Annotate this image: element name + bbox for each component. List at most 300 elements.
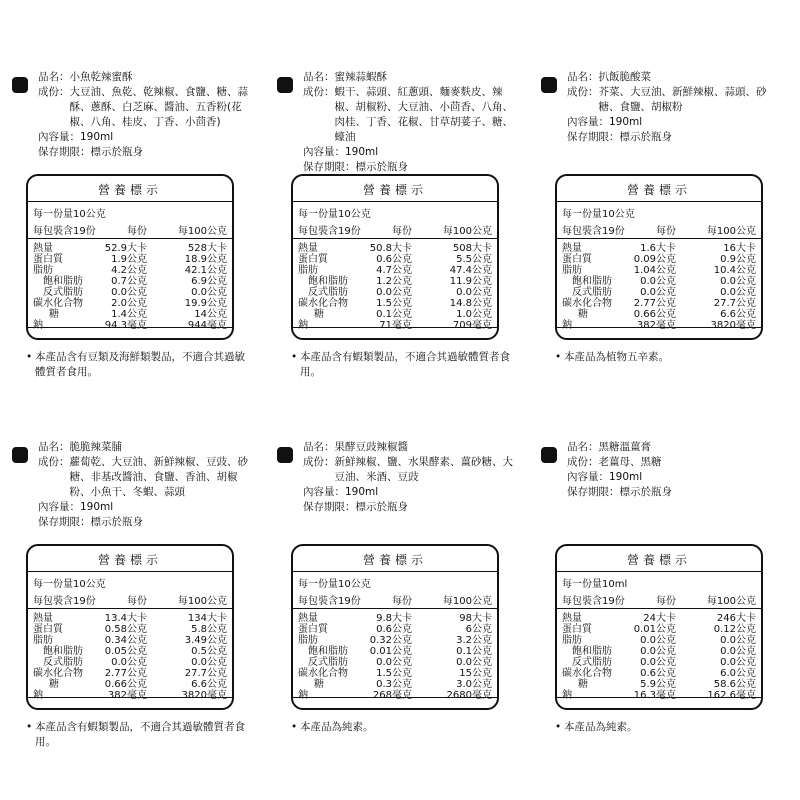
nutrient-name: 糖 (578, 679, 588, 690)
per-serving-value: 0.0公克 (640, 276, 676, 287)
nutrition-row (33, 265, 227, 276)
nutrient-name: 鈉 (33, 690, 43, 701)
per-100-value: 14.8公克 (449, 298, 492, 309)
nutrient-name: 反式脂肪 (308, 287, 348, 298)
shelf-life-value: 標示於瓶身 (619, 486, 672, 498)
divider (28, 608, 232, 609)
per-serving-value: 0.6公克 (376, 254, 412, 265)
nutrition-row (298, 265, 492, 276)
nutrition-row (33, 287, 227, 298)
nutrition-row (562, 668, 756, 679)
nutrient-name: 碳水化合物 (298, 668, 348, 679)
nutrient-name: 熱量 (562, 613, 582, 624)
product-info (38, 440, 258, 530)
nutrient-name: 熱量 (33, 613, 53, 624)
product-name-line (303, 440, 523, 455)
per-serving-value: 0.0公克 (640, 635, 676, 646)
nutrition-row (33, 690, 227, 701)
shelf-life-label: 保存期限： (567, 486, 620, 498)
nutrition-row (33, 276, 227, 287)
nutrition-row (562, 613, 756, 624)
ingredients-label: 成份： (303, 456, 335, 468)
nutrition-header (562, 222, 756, 236)
nutrient-name: 反式脂肪 (43, 287, 83, 298)
nutrition-header (298, 222, 492, 236)
nutrient-name: 飽和脂肪 (43, 646, 83, 657)
per-100-value: 47.4公克 (449, 265, 492, 276)
nutrition-row (298, 243, 492, 254)
volume-line (303, 485, 523, 500)
serving-size: 每一份量10ml (562, 579, 628, 590)
nutrient-name: 熱量 (298, 613, 318, 624)
nutrition-panel (291, 174, 499, 340)
per-100-value: 1.0公克 (456, 309, 492, 320)
ingredients-line (303, 455, 523, 485)
nutrient-name: 脂肪 (33, 265, 53, 276)
name-label: 品名： (38, 441, 70, 453)
product-note (555, 350, 777, 365)
name-label: 品名： (567, 441, 599, 453)
name-label: 品名： (303, 441, 335, 453)
ingredients-line (567, 455, 787, 470)
nutrition-row (298, 679, 492, 690)
per-100-value: 162.6毫克 (707, 690, 756, 701)
nutrition-row (562, 690, 756, 701)
per-100-value: 15公克 (459, 668, 492, 679)
product-name: 扒飯脆酸菜 (598, 71, 651, 83)
nutrition-row (33, 320, 227, 331)
note-text: 本產品含有蝦類製品，不適合其過敏體質者食用。 (300, 351, 510, 378)
per-100-value: 0.9公克 (720, 254, 756, 265)
ingredients-line (303, 85, 523, 145)
ingredients-label: 成份： (38, 456, 70, 468)
product-name: 小魚乾辣蜜酥 (69, 71, 133, 83)
per-serving-value: 0.32公克 (369, 635, 412, 646)
per-100-value: 2680毫克 (446, 690, 492, 701)
nutrient-name: 反式脂肪 (572, 287, 612, 298)
nutrition-row (33, 679, 227, 690)
nutrition-row (562, 254, 756, 265)
product-note (26, 720, 248, 750)
shelf-life-value: 標示於瓶身 (355, 501, 408, 513)
per-100-value: 0.0公克 (720, 276, 756, 287)
nutrient-name: 蛋白質 (33, 254, 63, 265)
shelf-life-label: 保存期限： (303, 161, 356, 173)
per-100-value: 3820毫克 (181, 690, 227, 701)
shelf-life-value: 標示於瓶身 (355, 161, 408, 173)
nutrition-row (298, 668, 492, 679)
per-100-value: 134大卡 (187, 613, 227, 624)
nutrition-row (562, 635, 756, 646)
name-label: 品名： (567, 71, 599, 83)
per-serving-value: 5.9公克 (640, 679, 676, 690)
per-serving-value: 0.09公克 (633, 254, 676, 265)
nutrition-row (562, 679, 756, 690)
nutrition-row (298, 624, 492, 635)
note-text: 本產品含有豆類及海鮮類製品，不適合其過敏體質者食用。 (35, 351, 245, 378)
per-serving-value: 1.2公克 (376, 276, 412, 287)
nutrient-name: 糖 (49, 679, 59, 690)
per-serving-header: 每份 (127, 226, 147, 237)
nutrient-name: 飽和脂肪 (308, 276, 348, 287)
divider (293, 327, 497, 328)
ingredients-line (38, 455, 258, 500)
shelf-life-label: 保存期限： (38, 516, 91, 528)
nutrient-name: 糖 (314, 309, 324, 320)
per-serving-value: 1.5公克 (376, 668, 412, 679)
nutrient-name: 脂肪 (562, 635, 582, 646)
nutrition-title: 營養標示 (362, 183, 427, 197)
nutrient-name: 反式脂肪 (308, 657, 348, 668)
nutrient-name: 糖 (578, 309, 588, 320)
servings-per-package: 每包裝含19份 (298, 596, 361, 607)
nutrient-name: 蛋白質 (298, 254, 328, 265)
divider (28, 238, 232, 239)
per-100-value: 3.0公克 (456, 679, 492, 690)
product-info (38, 70, 258, 160)
servings-per-package: 每包裝含19份 (298, 226, 361, 237)
per-serving-value: 1.4公克 (111, 309, 147, 320)
serving-size: 每一份量10公克 (298, 209, 371, 220)
divider (293, 571, 497, 572)
note-bullet: • (555, 721, 562, 733)
product-bullet-icon (541, 447, 557, 463)
per-serving-value: 0.1公克 (376, 309, 412, 320)
shelf-life-line (38, 145, 258, 160)
volume-value: 190ml (609, 116, 643, 128)
per-100-header: 每100公克 (442, 596, 492, 607)
per-100-value: 6.6公克 (191, 679, 227, 690)
nutrition-row (33, 298, 227, 309)
note-text: 本產品為純素。 (300, 721, 374, 733)
servings-per-package: 每包裝含19份 (562, 596, 625, 607)
product-name-line (303, 70, 523, 85)
ingredients-label: 成份： (567, 86, 599, 98)
servings-per-package: 每包裝含19份 (33, 226, 96, 237)
nutrition-row (33, 646, 227, 657)
nutrition-rows (298, 243, 492, 331)
nutrient-name: 飽和脂肪 (43, 276, 83, 287)
per-serving-header: 每份 (392, 596, 412, 607)
per-serving-value: 0.66公克 (104, 679, 147, 690)
per-serving-value: 4.7公克 (376, 265, 412, 276)
per-100-value: 5.8公克 (191, 624, 227, 635)
servings-per-package: 每包裝含19份 (562, 226, 625, 237)
per-100-value: 709毫克 (452, 320, 492, 331)
per-100-header: 每100公克 (706, 596, 756, 607)
product-name: 脆脆辣菜脯 (69, 441, 122, 453)
nutrition-title: 營養標示 (626, 183, 691, 197)
per-100-value: 10.4公克 (713, 265, 756, 276)
per-serving-value: 0.0公克 (640, 657, 676, 668)
volume-line (567, 470, 787, 485)
nutrient-name: 碳水化合物 (562, 298, 612, 309)
note-text: 本產品為純素。 (564, 721, 638, 733)
per-serving-header: 每份 (656, 596, 676, 607)
divider (557, 327, 761, 328)
volume-label: 內容量： (38, 501, 80, 513)
divider (293, 201, 497, 202)
nutrition-row (298, 320, 492, 331)
per-serving-value: 0.7公克 (111, 276, 147, 287)
nutrient-name: 蛋白質 (298, 624, 328, 635)
serving-size: 每一份量10公克 (33, 579, 106, 590)
per-serving-value: 0.0公克 (111, 287, 147, 298)
volume-value: 190ml (345, 146, 379, 158)
nutrient-name: 蛋白質 (562, 624, 592, 635)
per-serving-value: 0.01公克 (369, 646, 412, 657)
nutrition-row (562, 287, 756, 298)
per-100-value: 0.0公克 (720, 635, 756, 646)
product-info (303, 70, 523, 175)
per-serving-value: 0.6公克 (640, 668, 676, 679)
nutrient-name: 碳水化合物 (562, 668, 612, 679)
nutrition-row (562, 243, 756, 254)
nutrition-header (562, 592, 756, 606)
per-serving-value: 50.8大卡 (369, 243, 412, 254)
per-100-value: 18.9公克 (184, 254, 227, 265)
per-100-value: 0.0公克 (720, 646, 756, 657)
volume-value: 190ml (80, 501, 114, 513)
note-text: 本產品為植物五辛素。 (564, 351, 669, 363)
per-100-header: 每100公克 (177, 226, 227, 237)
nutrition-row (562, 624, 756, 635)
nutrient-name: 脂肪 (298, 265, 318, 276)
per-100-value: 98大卡 (459, 613, 492, 624)
product-name-line (38, 70, 258, 85)
nutrition-row (562, 265, 756, 276)
product-name: 黑糖溫薑膏 (598, 441, 651, 453)
nutrition-row (33, 624, 227, 635)
product-note (291, 720, 513, 735)
per-100-value: 0.0公克 (456, 657, 492, 668)
nutrition-row (298, 690, 492, 701)
divider (557, 201, 761, 202)
per-serving-value: 71毫克 (379, 320, 412, 331)
per-100-value: 6.9公克 (191, 276, 227, 287)
per-serving-value: 1.9公克 (111, 254, 147, 265)
volume-line (38, 130, 258, 145)
nutrition-header (298, 592, 492, 606)
nutrition-rows (33, 243, 227, 331)
per-100-value: 6公克 (465, 624, 492, 635)
per-serving-value: 0.3公克 (376, 679, 412, 690)
nutrition-rows (33, 613, 227, 701)
per-serving-value: 0.0公克 (111, 657, 147, 668)
nutrient-name: 脂肪 (33, 635, 53, 646)
shelf-life-label: 保存期限： (303, 501, 356, 513)
per-serving-header: 每份 (392, 226, 412, 237)
volume-line (567, 115, 787, 130)
nutrition-title: 營養標示 (626, 553, 691, 567)
per-serving-value: 1.5公克 (376, 298, 412, 309)
per-100-value: 508大卡 (452, 243, 492, 254)
per-100-value: 528大卡 (187, 243, 227, 254)
per-serving-value: 16.3毫克 (633, 690, 676, 701)
nutrient-name: 熱量 (33, 243, 53, 254)
product-bullet-icon (12, 447, 28, 463)
nutrient-name: 糖 (314, 679, 324, 690)
nutrient-name: 脂肪 (562, 265, 582, 276)
ingredients-text: 蝦干、蒜頭、紅蔥頭、麵麥麩皮、辣椒、胡椒粉、大豆油、小茴香、八角、肉桂、丁香、花椒、甘草胡荽子、糖、蠔油 (334, 86, 513, 143)
serving-size: 每一份量10公克 (298, 579, 371, 590)
per-100-value: 0.0公克 (191, 287, 227, 298)
product-bullet-icon (12, 77, 28, 93)
per-100-header: 每100公克 (706, 226, 756, 237)
nutrient-name: 碳水化合物 (33, 668, 83, 679)
per-serving-value: 2.77公克 (104, 668, 147, 679)
per-serving-value: 0.34公克 (104, 635, 147, 646)
product-name: 果酵豆豉辣椒醬 (334, 441, 408, 453)
note-bullet: • (291, 721, 298, 733)
product-bullet-icon (541, 77, 557, 93)
nutrition-panel (555, 174, 763, 340)
per-100-value: 14公克 (194, 309, 227, 320)
per-100-value: 0.0公克 (720, 657, 756, 668)
per-serving-value: 13.4大卡 (104, 613, 147, 624)
ingredients-text: 蘿蔔乾、大豆油、新鮮辣椒、豆豉、砂糖、非基改醬油、食鹽、香油、胡椒粉、小魚干、冬蝦、蒜頭 (69, 456, 248, 498)
nutrition-row (33, 243, 227, 254)
nutrition-row (33, 657, 227, 668)
per-100-value: 5.5公克 (456, 254, 492, 265)
nutrient-name: 飽和脂肪 (572, 276, 612, 287)
nutrient-name: 反式脂肪 (43, 657, 83, 668)
divider (28, 571, 232, 572)
shelf-life-line (567, 485, 787, 500)
nutrition-header (33, 592, 227, 606)
name-label: 品名： (303, 71, 335, 83)
note-bullet: • (555, 351, 562, 363)
shelf-life-value: 標示於瓶身 (619, 131, 672, 143)
per-100-value: 0.5公克 (191, 646, 227, 657)
divider (557, 697, 761, 698)
per-serving-value: 268毫克 (372, 690, 412, 701)
name-label: 品名： (38, 71, 70, 83)
nutrient-name: 鈉 (298, 690, 308, 701)
per-serving-value: 0.0公克 (376, 657, 412, 668)
volume-value: 190ml (80, 131, 114, 143)
per-100-value: 27.7公克 (713, 298, 756, 309)
nutrient-name: 蛋白質 (562, 254, 592, 265)
nutrient-name: 飽和脂肪 (308, 646, 348, 657)
nutrient-name: 鈉 (298, 320, 308, 331)
nutrition-row (298, 635, 492, 646)
product-bullet-icon (277, 77, 293, 93)
per-100-header: 每100公克 (442, 226, 492, 237)
shelf-life-line (303, 160, 523, 175)
nutrition-row (298, 254, 492, 265)
nutrient-name: 熱量 (298, 243, 318, 254)
divider (557, 238, 761, 239)
serving-size: 每一份量10公克 (562, 209, 635, 220)
per-100-value: 6.6公克 (720, 309, 756, 320)
ingredients-line (567, 85, 787, 115)
per-100-value: 3.49公克 (184, 635, 227, 646)
ingredients-text: 新鮮辣椒、鹽、水果酵素、薑砂糖、大豆油、米酒、豆豉 (334, 456, 513, 483)
per-serving-value: 0.05公克 (104, 646, 147, 657)
product-note (555, 720, 777, 735)
nutrition-row (562, 657, 756, 668)
nutrient-name: 碳水化合物 (298, 298, 348, 309)
nutrient-name: 蛋白質 (33, 624, 63, 635)
per-serving-value: 0.58公克 (104, 624, 147, 635)
product-note (26, 350, 248, 380)
note-bullet: • (26, 721, 33, 733)
per-100-value: 6.0公克 (720, 668, 756, 679)
shelf-life-line (303, 500, 523, 515)
nutrition-rows (562, 243, 756, 331)
volume-line (38, 500, 258, 515)
per-100-value: 3.2公克 (456, 635, 492, 646)
per-100-value: 27.7公克 (184, 668, 227, 679)
shelf-life-line (567, 130, 787, 145)
per-100-value: 16大卡 (723, 243, 756, 254)
product-info (567, 70, 787, 145)
nutrition-panel (26, 544, 234, 710)
ingredients-text: 大豆油、魚乾、乾辣椒、食鹽、糖、蒜酥、蔥酥、白芝麻、醬油、五香粉(花椒、八角、桂皮、丁香、小茴香) (69, 86, 248, 128)
nutrition-row (562, 298, 756, 309)
nutrient-name: 鈉 (33, 320, 43, 331)
shelf-life-label: 保存期限： (567, 131, 620, 143)
volume-label: 內容量： (38, 131, 80, 143)
per-100-value: 0.1公克 (456, 646, 492, 657)
divider (28, 697, 232, 698)
per-100-header: 每100公克 (177, 596, 227, 607)
per-serving-value: 0.0公克 (376, 287, 412, 298)
nutrition-row (562, 309, 756, 320)
nutrition-rows (298, 613, 492, 701)
product-name-line (38, 440, 258, 455)
divider (557, 608, 761, 609)
nutrition-row (298, 613, 492, 624)
per-serving-header: 每份 (656, 226, 676, 237)
nutrient-name: 糖 (49, 309, 59, 320)
nutrition-row (33, 613, 227, 624)
per-serving-value: 0.0公克 (640, 646, 676, 657)
nutrition-row (33, 254, 227, 265)
shelf-life-value: 標示於瓶身 (90, 146, 143, 158)
note-bullet: • (26, 351, 33, 363)
nutrient-name: 碳水化合物 (33, 298, 83, 309)
nutrition-row (298, 657, 492, 668)
per-serving-value: 4.2公克 (111, 265, 147, 276)
nutrition-row (298, 646, 492, 657)
volume-label: 內容量： (303, 486, 345, 498)
nutrition-row (298, 287, 492, 298)
nutrition-row (33, 635, 227, 646)
divider (293, 238, 497, 239)
per-100-value: 3820毫克 (710, 320, 756, 331)
nutrition-row (298, 298, 492, 309)
ingredients-line (38, 85, 258, 130)
nutrition-panel (26, 174, 234, 340)
nutrition-panel (555, 544, 763, 710)
nutrition-row (562, 646, 756, 657)
ingredients-label: 成份： (303, 86, 335, 98)
ingredients-label: 成份： (567, 456, 599, 468)
note-text: 本產品含有蝦類製品，不適合其過敏體質者食用。 (35, 721, 245, 748)
ingredients-label: 成份： (38, 86, 70, 98)
per-serving-value: 1.04公克 (633, 265, 676, 276)
per-serving-value: 9.8大卡 (376, 613, 412, 624)
nutrient-name: 脂肪 (298, 635, 318, 646)
product-note (291, 350, 513, 380)
product-name: 蜜辣蒜蝦酥 (334, 71, 387, 83)
servings-per-package: 每包裝含19份 (33, 596, 96, 607)
shelf-life-label: 保存期限： (38, 146, 91, 158)
per-serving-value: 0.66公克 (633, 309, 676, 320)
nutrition-row (562, 320, 756, 331)
